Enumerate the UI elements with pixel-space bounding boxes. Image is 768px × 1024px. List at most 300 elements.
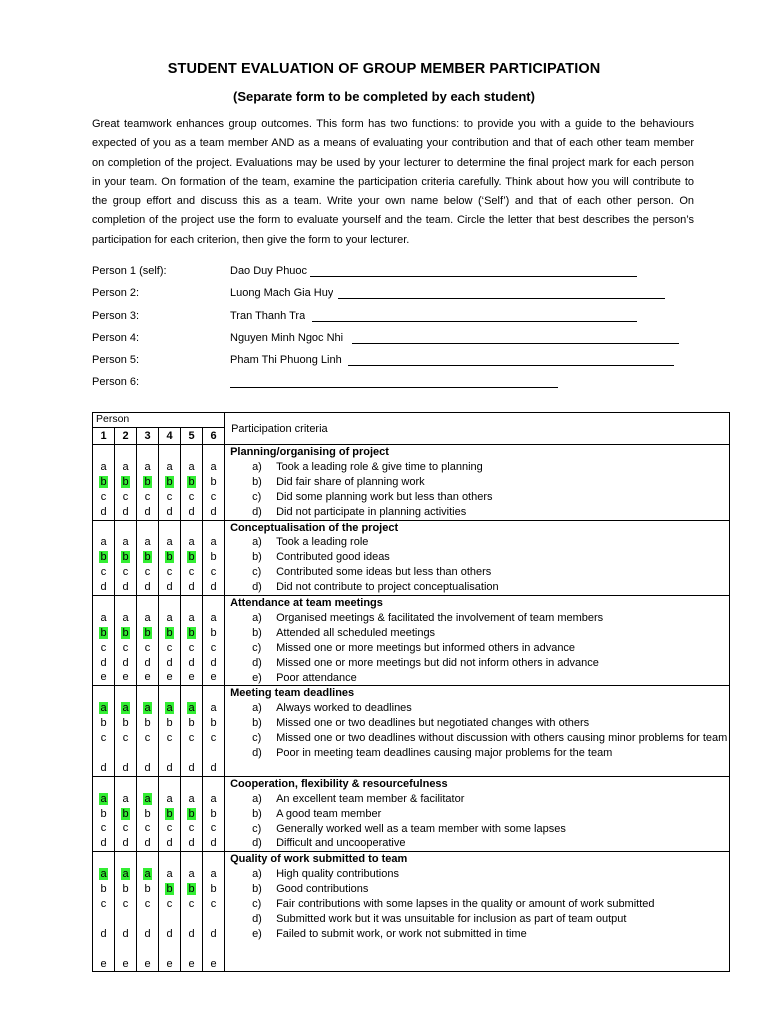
rating-letter-selected[interactable]: a: [166, 702, 173, 715]
intro-paragraph: Great teamwork enhances group outcomes. This form has two functions: to provide you with a guide to the behaviours expected of you as a team member AND as a means of evaluating your contribution and that of each other team member on completion of the project. Evaluations may be used by your lecturer to determine the final project mark for each person in your team. On formation of the team, examine the participation criteria carefully. Think about how you will contribute to the group effort and discuss this as a team. Write your own name below (‘Self’) and that of each other person. On completion of the project use the form to evaluate yourself and the team. Circle the letter that best describes the person’s participation for each criterion, then give the form to your lecturer.: [92, 118, 694, 246]
criterion-cell: [225, 520, 730, 596]
person-number-3: 3: [137, 428, 159, 445]
person-2-ratings: [115, 776, 137, 852]
rating-letter-c[interactable]: c: [188, 641, 195, 654]
person-4-ratings: [159, 686, 181, 776]
rating-letter-selected[interactable]: b: [100, 626, 107, 639]
rating-letter-c[interactable]: c: [166, 898, 173, 910]
rating-letter-a[interactable]: a: [188, 868, 195, 881]
rating-letter-d[interactable]: d: [122, 761, 129, 774]
criterion-row: [93, 520, 730, 596]
option-marker: d): [252, 747, 262, 760]
option-text: Organised meetings & facilitated the involvement of team members: [276, 611, 604, 624]
rating-letter-c[interactable]: c: [188, 898, 195, 910]
rating-letter-d[interactable]: d: [210, 581, 217, 594]
rating-letter-b[interactable]: b: [122, 717, 129, 730]
rating-letter-d[interactable]: d: [188, 656, 195, 669]
rating-letter-c[interactable]: c: [166, 490, 173, 503]
person-2-ratings: [115, 596, 137, 686]
rating-letter-a[interactable]: a: [144, 611, 151, 624]
criterion-option: [230, 505, 729, 520]
criteria-body: [93, 445, 730, 972]
rating-letter-a[interactable]: a: [210, 460, 217, 473]
rating-letter-a[interactable]: a: [122, 792, 129, 805]
option-text: Poor attendance: [276, 671, 357, 684]
rating-letter-a[interactable]: a: [188, 536, 195, 549]
rating-letter-a[interactable]: a: [210, 792, 217, 805]
rating-letter-d[interactable]: d: [122, 837, 129, 850]
criterion-row: [93, 445, 730, 521]
option-marker: b): [252, 717, 262, 730]
rating-letter-b[interactable]: b: [144, 717, 151, 730]
criterion-row: [93, 596, 730, 686]
criterion-option: [230, 867, 729, 882]
rating-letter-d[interactable]: d: [100, 505, 107, 518]
rating-letter-c[interactable]: c: [144, 822, 151, 835]
underline: [338, 298, 665, 299]
option-marker: d): [252, 505, 262, 518]
rating-letter-selected[interactable]: a: [144, 702, 151, 715]
rating-letter-c[interactable]: c: [144, 641, 151, 654]
option-marker: a): [252, 460, 262, 473]
rating-letter-c[interactable]: c: [210, 822, 217, 835]
rating-letter-b[interactable]: b: [210, 883, 217, 896]
rating-letter-selected[interactable]: b: [188, 551, 195, 564]
criterion-option: [230, 671, 729, 686]
rating-letter-c[interactable]: c: [144, 898, 151, 910]
rating-letter-c[interactable]: c: [144, 566, 151, 579]
rating-letter-selected[interactable]: b: [122, 475, 129, 488]
rating-letter-d[interactable]: d: [166, 505, 173, 518]
person-5-ratings: [181, 445, 203, 521]
rating-letter-selected[interactable]: a: [144, 792, 151, 805]
criterion-option: [230, 792, 729, 807]
rating-letter-b[interactable]: b: [100, 717, 107, 730]
option-text: Fair contributions with some lapses in the quality or amount of work submitted: [276, 898, 655, 911]
rating-letter-a[interactable]: a: [166, 536, 173, 549]
rating-letter-d[interactable]: d: [210, 761, 217, 774]
person-4-ratings: [159, 776, 181, 852]
rating-letter-a[interactable]: a: [122, 460, 129, 473]
person-3-ratings: [137, 520, 159, 596]
rating-letter-b[interactable]: b: [210, 551, 217, 564]
option-marker: b): [252, 626, 262, 639]
rating-letter-a[interactable]: a: [210, 868, 217, 881]
option-text: Contributed good ideas: [276, 551, 390, 564]
rating-letter-selected[interactable]: b: [188, 626, 195, 639]
rating-letter-b[interactable]: b: [100, 883, 107, 896]
person-number-5: 5: [181, 428, 203, 445]
header-row-person: [93, 413, 730, 428]
underline: [310, 276, 637, 277]
rating-letter-b[interactable]: b: [166, 717, 173, 730]
person-4-ratings: [159, 520, 181, 596]
rating-letter-b[interactable]: b: [210, 626, 217, 639]
criterion-cell: [225, 596, 730, 686]
rating-letter-selected[interactable]: b: [144, 475, 151, 488]
rating-letter-d[interactable]: d: [122, 656, 129, 669]
option-text: High quality contributions: [276, 868, 399, 881]
rating-letter-b[interactable]: b: [210, 807, 217, 820]
rating-letter-selected[interactable]: b: [166, 551, 173, 564]
rating-letter-d[interactable]: d: [144, 837, 151, 850]
rating-letter-e[interactable]: e: [100, 671, 107, 684]
option-marker: c): [252, 898, 262, 911]
rating-letter-d[interactable]: d: [188, 927, 195, 940]
option-text: Generally worked well as a team member with some lapses: [276, 822, 566, 835]
rating-letter-c[interactable]: c: [210, 732, 217, 745]
person-number-4: 4: [159, 428, 181, 445]
person-2-ratings: [115, 445, 137, 521]
rating-letter-c[interactable]: c: [122, 822, 129, 835]
rating-letter-a[interactable]: a: [166, 868, 173, 881]
option-marker: b): [252, 551, 262, 564]
rating-letter-a[interactable]: a: [188, 792, 195, 805]
rating-letter-d[interactable]: d: [122, 505, 129, 518]
rating-letter-selected[interactable]: b: [166, 626, 173, 639]
person-2-ratings: [115, 852, 137, 972]
person-label: Person 6:: [92, 376, 140, 389]
underline: [312, 321, 637, 322]
criterion-cell: [225, 686, 730, 776]
rating-letter-d[interactable]: d: [210, 927, 217, 940]
rating-letter-d[interactable]: d: [166, 581, 173, 594]
rating-letter-c[interactable]: c: [122, 566, 129, 579]
option-marker: a): [252, 536, 262, 549]
option-text: Took a leading role & give time to planning: [276, 460, 483, 473]
option-marker: d): [252, 912, 262, 925]
rating-letter-d[interactable]: d: [144, 761, 151, 774]
rating-letter-a[interactable]: a: [122, 611, 129, 624]
rating-letter-e[interactable]: e: [210, 957, 217, 970]
rating-letter-a[interactable]: a: [100, 460, 107, 473]
option-marker: a): [252, 702, 262, 715]
rating-letter-a[interactable]: a: [100, 536, 107, 549]
criterion-option: [230, 746, 729, 761]
option-marker: c): [252, 490, 262, 503]
rating-letter-c[interactable]: c: [122, 898, 129, 910]
criterion-option: [230, 475, 729, 490]
criterion-option: [230, 927, 729, 942]
rating-letter-a[interactable]: a: [166, 460, 173, 473]
rating-letter-d[interactable]: d: [100, 837, 107, 850]
rating-letter-c[interactable]: c: [122, 732, 129, 745]
person-6-ratings: [203, 852, 225, 972]
rating-letter-e[interactable]: e: [100, 957, 107, 970]
rating-letter-a[interactable]: a: [144, 536, 151, 549]
criterion-option: [230, 550, 729, 565]
criterion-option: [230, 656, 729, 671]
rating-letter-selected[interactable]: b: [166, 807, 173, 820]
option-marker: d): [252, 837, 262, 850]
criterion-option: [230, 490, 729, 505]
person-2-ratings: [115, 686, 137, 776]
rating-letter-a[interactable]: a: [188, 611, 195, 624]
rating-letter-b[interactable]: b: [144, 883, 151, 896]
rating-letter-b[interactable]: b: [188, 717, 195, 730]
option-text: Failed to submit work, or work not submitted in time: [276, 927, 527, 940]
rating-letter-d[interactable]: d: [188, 761, 195, 774]
rating-letter-c[interactable]: c: [100, 490, 107, 503]
rating-letter-a[interactable]: a: [166, 611, 173, 624]
rating-letter-d[interactable]: d: [210, 656, 217, 669]
person-row-4: [92, 330, 712, 352]
rating-letter-selected[interactable]: a: [100, 868, 107, 881]
rating-letter-c[interactable]: c: [166, 641, 173, 654]
rating-letter-e[interactable]: e: [144, 957, 151, 970]
option-marker: b): [252, 475, 262, 488]
rating-letter-d[interactable]: d: [144, 505, 151, 518]
criterion-option: [230, 912, 729, 927]
option-marker: e): [252, 927, 262, 940]
rating-letter-d[interactable]: d: [144, 656, 151, 669]
criterion-option: [230, 641, 729, 656]
rating-letter-b[interactable]: b: [122, 883, 129, 896]
option-marker: b): [252, 807, 262, 820]
rating-letter-c[interactable]: c: [166, 732, 173, 745]
rating-letter-d[interactable]: d: [166, 761, 173, 774]
person-1-ratings: [93, 776, 115, 852]
rating-letter-a[interactable]: a: [188, 460, 195, 473]
person-label: Person 2:: [92, 287, 140, 300]
criterion-title: Cooperation, flexibility & resourcefulness: [230, 777, 448, 790]
person-row-6: [92, 374, 712, 396]
rating-letter-d[interactable]: d: [100, 656, 107, 669]
rating-letter-c[interactable]: c: [144, 732, 151, 745]
option-marker: a): [252, 792, 262, 805]
rating-letter-selected[interactable]: b: [188, 475, 195, 488]
rating-letter-a[interactable]: a: [210, 702, 217, 715]
rating-letter-b[interactable]: b: [210, 475, 217, 488]
underline: [348, 365, 674, 366]
rating-letter-c[interactable]: c: [188, 566, 195, 579]
rating-letter-selected[interactable]: b: [144, 551, 151, 564]
criterion-title: Planning/organising of project: [230, 446, 389, 458]
person-1-ratings: [93, 596, 115, 686]
rating-letter-b[interactable]: b: [144, 807, 151, 820]
rating-letter-c[interactable]: c: [210, 566, 217, 579]
criterion-row: [93, 852, 730, 972]
rating-letter-selected[interactable]: a: [122, 868, 129, 881]
rating-letter-c[interactable]: c: [188, 732, 195, 745]
rating-letter-e[interactable]: e: [188, 671, 195, 684]
rating-letter-selected[interactable]: b: [100, 475, 107, 488]
rating-letter-c[interactable]: c: [144, 490, 151, 503]
option-text: Missed one or two deadlines without discussion with others causing minor problems for team: [276, 732, 728, 745]
option-marker: c): [252, 822, 262, 835]
rating-letter-c[interactable]: c: [210, 898, 217, 910]
criteria-header: Participation criteria: [225, 413, 730, 445]
person-3-ratings: [137, 596, 159, 686]
rating-letter-c[interactable]: c: [100, 822, 107, 835]
option-marker: d): [252, 656, 262, 669]
person-1-ratings: [93, 686, 115, 776]
option-text: A good team member: [276, 807, 382, 820]
rating-letter-c[interactable]: c: [210, 490, 217, 503]
rating-letter-selected[interactable]: b: [122, 807, 129, 820]
person-1-ratings: [93, 445, 115, 521]
rating-letter-d[interactable]: d: [100, 761, 107, 774]
person-number-1: 1: [93, 428, 115, 445]
rating-letter-d[interactable]: d: [188, 581, 195, 594]
rating-letter-d[interactable]: d: [210, 837, 217, 850]
criterion-option: [230, 565, 729, 580]
criterion-title: Attendance at team meetings: [230, 597, 383, 610]
option-marker: c): [252, 641, 262, 654]
rating-letter-a[interactable]: a: [210, 611, 217, 624]
person-2-ratings: [115, 520, 137, 596]
person-header: Person: [93, 413, 225, 428]
person-4-ratings: [159, 852, 181, 972]
rating-letter-selected[interactable]: b: [144, 626, 151, 639]
rating-letter-a[interactable]: a: [166, 792, 173, 805]
rating-letter-d[interactable]: d: [188, 505, 195, 518]
person-3-ratings: [137, 686, 159, 776]
option-text: Missed one or more meetings but informed others in advance: [276, 641, 576, 654]
criterion-row: [93, 776, 730, 852]
rating-letter-c[interactable]: c: [166, 566, 173, 579]
rating-letter-e[interactable]: e: [210, 671, 217, 684]
person-name-field[interactable]: Tran Thanh Tra: [230, 309, 306, 322]
rating-letter-c[interactable]: c: [210, 641, 217, 654]
rating-letter-c[interactable]: c: [100, 641, 107, 654]
person-6-ratings: [203, 520, 225, 596]
rating-letter-e[interactable]: e: [188, 957, 195, 970]
person-name-field[interactable]: Dao Duy Phuoc: [230, 265, 308, 277]
option-text: Poor in meeting team deadlines causing major problems for the team: [276, 747, 613, 760]
criterion-title: Quality of work submitted to team: [230, 853, 408, 866]
rating-letter-c[interactable]: c: [100, 898, 107, 910]
rating-letter-d[interactable]: d: [122, 581, 129, 594]
rating-letter-a[interactable]: a: [122, 536, 129, 549]
person-3-ratings: [137, 776, 159, 852]
rating-letter-d[interactable]: d: [144, 927, 151, 940]
rating-letter-d[interactable]: d: [144, 581, 151, 594]
rating-letter-b[interactable]: b: [100, 807, 107, 820]
rating-letter-selected[interactable]: b: [100, 551, 107, 564]
option-text: Did not participate in planning activities: [276, 505, 467, 518]
criterion-option: [230, 807, 729, 822]
criterion-option: [230, 716, 729, 731]
rating-letter-a[interactable]: a: [100, 611, 107, 624]
rating-letter-d[interactable]: d: [166, 837, 173, 850]
option-marker: a): [252, 611, 262, 624]
rating-letter-selected[interactable]: a: [188, 702, 195, 715]
person-number-2: 2: [115, 428, 137, 445]
person-4-ratings: [159, 596, 181, 686]
option-text: Took a leading role: [276, 536, 369, 549]
underline: [230, 387, 558, 388]
person-name-field[interactable]: Luong Mach Gia Huy: [230, 287, 334, 300]
person-1-ratings: [93, 520, 115, 596]
rating-letter-e[interactable]: e: [144, 671, 151, 684]
rating-letter-d[interactable]: d: [100, 581, 107, 594]
criterion-cell: [225, 852, 730, 972]
rating-letter-e[interactable]: e: [122, 957, 129, 970]
rating-letter-selected[interactable]: b: [166, 475, 173, 488]
rating-letter-selected[interactable]: b: [188, 883, 195, 896]
rating-letter-c[interactable]: c: [100, 732, 107, 745]
rating-letter-e[interactable]: e: [166, 671, 173, 684]
person-row-5: [92, 352, 712, 374]
option-text: Missed one or two deadlines but negotiated changes with others: [276, 717, 590, 730]
rating-letter-c[interactable]: c: [122, 641, 129, 654]
rating-letter-selected[interactable]: a: [122, 702, 129, 715]
person-row-1: [92, 263, 712, 285]
criterion-option: [230, 535, 729, 550]
person-5-ratings: [181, 686, 203, 776]
rating-letter-a[interactable]: a: [144, 460, 151, 473]
person-4-ratings: [159, 445, 181, 521]
person-5-ratings: [181, 596, 203, 686]
criterion-option: [230, 460, 729, 475]
person-6-ratings: [203, 686, 225, 776]
rating-letter-selected[interactable]: a: [144, 868, 151, 881]
rating-letter-c[interactable]: c: [122, 490, 129, 503]
criterion-option: [230, 626, 729, 641]
person-label: Person 5:: [92, 354, 140, 367]
criterion-title: Conceptualisation of the project: [230, 521, 399, 534]
rating-letter-selected[interactable]: b: [122, 551, 129, 564]
person-1-ratings: [93, 852, 115, 972]
rating-letter-d[interactable]: d: [188, 837, 195, 850]
option-text: Submitted work but it was unsuitable for inclusion as part of team output: [276, 912, 627, 925]
person-label: Person 4:: [92, 331, 140, 344]
option-marker: b): [252, 883, 262, 896]
rating-letter-selected[interactable]: b: [122, 626, 129, 639]
criterion-cell: [225, 776, 730, 852]
evaluation-table: [92, 412, 730, 972]
rating-letter-selected[interactable]: a: [100, 702, 107, 715]
criterion-cell: [225, 445, 730, 521]
rating-letter-a[interactable]: a: [210, 536, 217, 549]
option-marker: d): [252, 581, 262, 594]
rating-letter-d[interactable]: d: [122, 927, 129, 940]
person-3-ratings: [137, 852, 159, 972]
person-3-ratings: [137, 445, 159, 521]
option-text: Difficult and uncooperative: [276, 837, 406, 850]
criterion-option: [230, 822, 729, 837]
person-name-field[interactable]: Nguyen Minh Ngoc Nhi: [230, 331, 344, 344]
rating-letter-c[interactable]: c: [188, 490, 195, 503]
rating-letter-d[interactable]: d: [166, 656, 173, 669]
rating-letter-d[interactable]: d: [100, 927, 107, 940]
rating-letter-selected[interactable]: b: [166, 883, 173, 896]
person-name-field[interactable]: Pham Thi Phuong Linh: [230, 354, 342, 367]
option-text: Attended all scheduled meetings: [276, 626, 436, 639]
rating-letter-c[interactable]: c: [100, 566, 107, 579]
criterion-row: [93, 686, 730, 776]
rating-letter-selected[interactable]: b: [188, 807, 195, 820]
rating-letter-c[interactable]: c: [188, 822, 195, 835]
criterion-option: [230, 897, 729, 912]
underline: [352, 343, 679, 344]
rating-letter-d[interactable]: d: [166, 927, 173, 940]
form-title: STUDENT EVALUATION OF GROUP MEMBER PARTICIPATION: [167, 61, 601, 77]
person-label: Person 3:: [92, 309, 140, 322]
option-text: Contributed some ideas but less than others: [276, 566, 492, 579]
option-text: Did fair share of planning work: [276, 475, 425, 488]
rating-letter-c[interactable]: c: [166, 822, 173, 835]
person-number-6: 6: [203, 428, 225, 445]
rating-letter-selected[interactable]: a: [100, 792, 107, 805]
rating-letter-d[interactable]: d: [210, 505, 217, 518]
option-text: Did not contribute to project conceptualisation: [276, 581, 499, 594]
rating-letter-e[interactable]: e: [122, 671, 129, 684]
rating-letter-e[interactable]: e: [166, 957, 173, 970]
criterion-option: [230, 611, 729, 626]
rating-letter-b[interactable]: b: [210, 717, 217, 730]
